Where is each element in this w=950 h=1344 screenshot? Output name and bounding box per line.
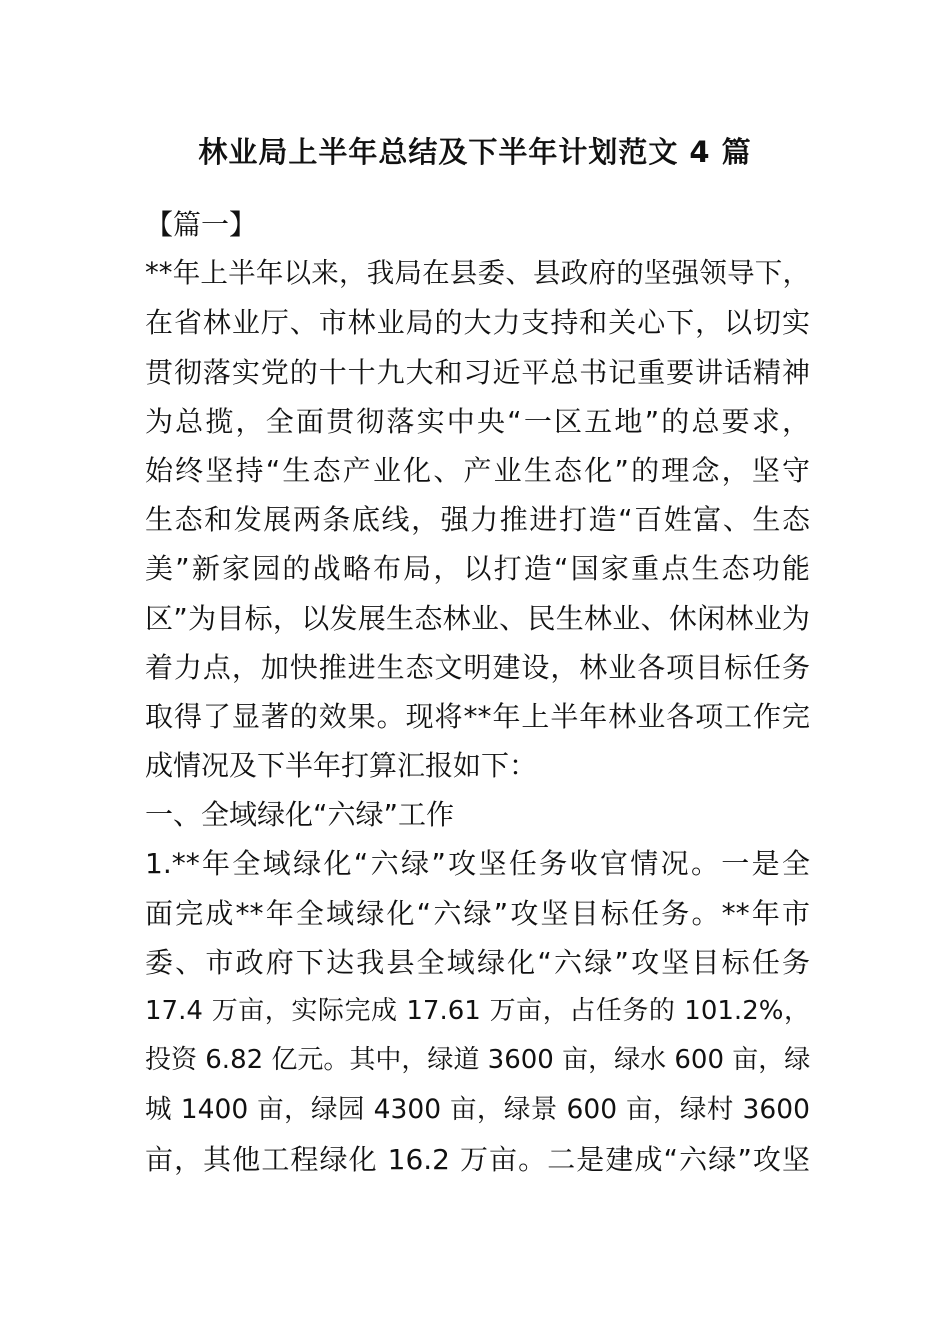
body-line: 为总揽，全面贯彻落实中央“一区五地”的总要求， (145, 404, 810, 438)
body-line: 着力点，加快推进生态文明建设，林业各项目标任务 (145, 650, 810, 684)
body-line: 17.4 万亩，实际完成 17.61 万亩，占任务的 101.2%， (145, 996, 810, 1026)
body-line: 在省林业厅、市林业局的大力支持和关心下，以切实 (145, 306, 810, 340)
body-line: 贯彻落实党的十十九大和习近平总书记重要讲话精神 (145, 355, 810, 389)
body-line: 面完成**年全域绿化“六绿”攻坚目标任务。**年市 (145, 896, 810, 930)
body-line: 投资 6.82 亿元。其中，绿道 3600 亩，绿水 600 亩，绿 (145, 1045, 811, 1076)
section-label: 【篇一】 (145, 208, 258, 241)
document-body (145, 200, 810, 1184)
body-line: **年上半年以来，我局在县委、县政府的坚强领导下， (145, 257, 810, 290)
body-line: 美”新家园的战略布局，以打造“国家重点生态功能 (145, 552, 810, 586)
body-line: 委、市政府下达我县全域绿化“六绿”攻坚目标任务 (145, 945, 810, 979)
section-heading: 一、全域绿化“六绿”工作 (145, 798, 455, 832)
body-line: 成情况及下半年打算汇报如下： (145, 749, 538, 783)
body-line: 亩，其他工程绿化 16.2 万亩。二是建成“六绿”攻坚 (145, 1142, 810, 1176)
body-line: 始终坚持“生态产业化、产业生态化”的理念，坚守 (145, 453, 810, 487)
body-line: 取得了显著的效果。现将**年上半年林业各项工作完 (145, 699, 810, 733)
body-line: 城 1400 亩，绿园 4300 亩，绿景 600 亩，绿村 3600 (145, 1094, 810, 1126)
body-line: 1.**年全域绿化“六绿”攻坚任务收官情况。一是全 (145, 847, 810, 881)
document-title: 林业局上半年总结及下半年计划范文 4 篇 (198, 135, 752, 169)
body-line: 区”为目标，以发展生态林业、民生林业、休闲林业为 (145, 601, 810, 635)
body-line: 生态和发展两条底线，强力推进打造“百姓富、生态 (145, 503, 810, 537)
